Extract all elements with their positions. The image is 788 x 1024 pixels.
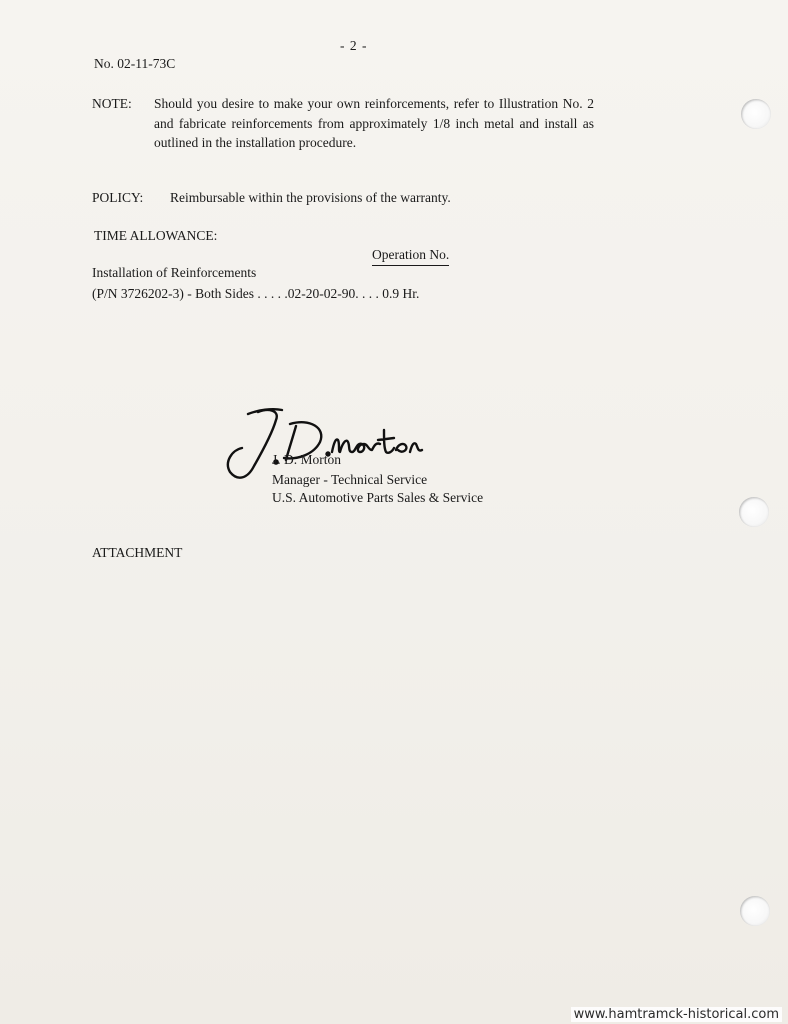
signatory-name: J. D. Morton: [272, 452, 342, 467]
note-text: Should you desire to make your own reinforcements, refer to Illustration No. 2 and fabricate reinforcements from approximately 1/8 inch metal and install as outlined in the installation procedure.: [154, 96, 594, 150]
punch-hole-middle: [739, 497, 769, 527]
note-label: NOTE:: [92, 96, 132, 111]
signatory-organization: U.S. Automotive Parts Sales & Service: [272, 490, 484, 505]
site-watermark: www.hamtramck-historical.com: [571, 1007, 782, 1022]
attachment-label: ATTACHMENT: [92, 545, 183, 560]
signatory-title: Manager - Technical Service: [272, 472, 428, 487]
policy-label: POLICY:: [92, 190, 144, 205]
bulletin-number: No. 02-11-73C: [94, 56, 176, 71]
page-number: - 2 -: [340, 38, 368, 53]
punch-hole-bottom: [740, 896, 770, 926]
operation-number-header: Operation No.: [372, 245, 449, 266]
installation-label: Installation of Reinforcements: [92, 265, 257, 280]
installation-line: (P/N 3726202-3) - Both Sides . . . . .02-20-02-90. . . . 0.9 Hr.: [92, 286, 420, 301]
time-allowance-label: TIME ALLOWANCE:: [94, 228, 218, 243]
policy-text: Reimbursable within the provisions of the warranty.: [170, 190, 451, 205]
punch-hole-top: [741, 99, 771, 129]
